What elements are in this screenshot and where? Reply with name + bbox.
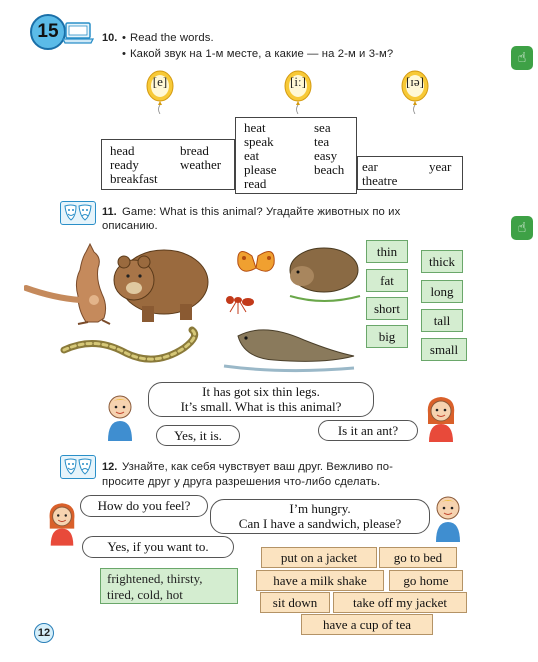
adjective-box: short bbox=[366, 297, 408, 320]
ex12-number: 12. bbox=[102, 461, 118, 473]
action-box: take off my jacket bbox=[333, 592, 467, 613]
qr-audio-button-ex10[interactable] bbox=[511, 46, 533, 70]
bubble-line: It has got six thin legs. bbox=[202, 384, 320, 399]
bubble-line: Can I have a sandwich, please? bbox=[238, 516, 402, 531]
word: weather bbox=[180, 157, 222, 172]
bubble-line: It’s small. What is this animal? bbox=[180, 399, 342, 414]
adjective-box: thick bbox=[421, 250, 463, 273]
hamster-image bbox=[290, 248, 360, 301]
animals-illustration bbox=[24, 240, 364, 380]
lesson-number-badge bbox=[30, 14, 66, 50]
word: ear bbox=[362, 159, 378, 174]
ant-image bbox=[226, 296, 254, 314]
word: theatre bbox=[362, 173, 398, 188]
ex10-bullet-2: • bbox=[122, 48, 127, 60]
speech-bubble-how-feel: How do you feel? bbox=[80, 495, 208, 517]
table-sound-i bbox=[235, 117, 357, 194]
speech-bubble-guess: Is it an ant? bbox=[318, 420, 418, 441]
ex10-instruction: Read the words. bbox=[130, 32, 214, 44]
snake-image bbox=[64, 330, 195, 359]
table-sound-ia bbox=[357, 156, 463, 190]
boy-avatar bbox=[432, 494, 464, 542]
word: please bbox=[244, 162, 277, 177]
theatre-masks-icon bbox=[60, 201, 96, 225]
balloon-sound-i bbox=[283, 70, 313, 118]
word: easy bbox=[314, 148, 338, 163]
girl-avatar bbox=[424, 394, 458, 442]
ex11-number: 11. bbox=[102, 206, 117, 218]
adjective-box: tall bbox=[421, 309, 463, 332]
qr-audio-button-ex11[interactable] bbox=[511, 216, 533, 240]
seal-image bbox=[224, 330, 354, 371]
ex11-instruction-line1: Game: What is this animal? Угадайте животных по их bbox=[122, 206, 401, 218]
word: tea bbox=[314, 134, 330, 149]
laptop-icon bbox=[62, 22, 94, 44]
action-box: put on a jacket bbox=[261, 547, 377, 568]
action-box: go to bed bbox=[379, 547, 457, 568]
adjective-box: big bbox=[366, 325, 408, 348]
action-box: have a milk shake bbox=[256, 570, 384, 591]
sound-label: [ɪə] bbox=[405, 74, 425, 89]
balloon-sound-e bbox=[145, 70, 175, 118]
word: heat bbox=[244, 120, 266, 135]
speech-bubble-hungry bbox=[210, 499, 430, 534]
speech-bubble-yes: Yes, if you want to. bbox=[82, 536, 234, 558]
girl-avatar bbox=[46, 500, 78, 546]
adjective-box: fat bbox=[366, 269, 408, 292]
theatre-masks-icon bbox=[60, 455, 96, 479]
boy-avatar bbox=[104, 393, 136, 441]
word: year bbox=[429, 159, 452, 174]
action-box: sit down bbox=[260, 592, 330, 613]
word: ready bbox=[110, 157, 139, 172]
sound-label: [e] bbox=[152, 74, 168, 89]
word: bread bbox=[180, 143, 209, 158]
page-number: 12 bbox=[34, 623, 54, 643]
word: head bbox=[110, 143, 135, 158]
lesson-number: 15 bbox=[37, 21, 59, 42]
action-box: go home bbox=[389, 570, 463, 591]
word: breakfast bbox=[110, 171, 158, 186]
speech-bubble-answer: Yes, it is. bbox=[156, 425, 240, 446]
word: read bbox=[244, 176, 267, 191]
adjective-box: small bbox=[421, 338, 467, 361]
ex12-instruction-line2: просите друг у друга разрешения что-либо сделать. bbox=[102, 476, 381, 488]
ex10-question: Какой звук на 1-м месте, а какие — на 2-м и 3-м? bbox=[130, 48, 394, 60]
butterfly-image bbox=[238, 252, 274, 272]
balloon-sound-ia bbox=[400, 70, 430, 118]
feelings-line: tired, cold, hot bbox=[107, 587, 183, 602]
feelings-box bbox=[100, 568, 238, 604]
bubble-line: I’m hungry. bbox=[289, 501, 351, 516]
adjective-box: thin bbox=[366, 240, 408, 263]
word: eat bbox=[244, 148, 260, 163]
ex11-instruction-line2: описанию. bbox=[102, 220, 158, 232]
ex12-instruction-line1: Узнайте, как себя чувствует ваш друг. Вежливо по- bbox=[122, 461, 394, 473]
hand-pointer-icon: ☝ bbox=[517, 50, 527, 66]
kangaroo-image bbox=[26, 244, 110, 324]
action-box: have a cup of tea bbox=[301, 614, 433, 635]
word: beach bbox=[314, 162, 345, 177]
hand-pointer-icon: ☝ bbox=[517, 220, 527, 236]
feelings-line: frightened, thirsty, bbox=[107, 571, 203, 586]
speech-bubble-question bbox=[148, 382, 374, 417]
bear-image bbox=[114, 250, 208, 322]
ex10-number: 10. bbox=[102, 32, 118, 44]
sound-label: [iː] bbox=[290, 74, 306, 89]
word: speak bbox=[244, 134, 274, 149]
adjective-box: long bbox=[421, 280, 463, 303]
word: sea bbox=[314, 120, 331, 135]
ex10-bullet-1: • bbox=[122, 32, 127, 44]
table-sound-e bbox=[101, 139, 235, 190]
